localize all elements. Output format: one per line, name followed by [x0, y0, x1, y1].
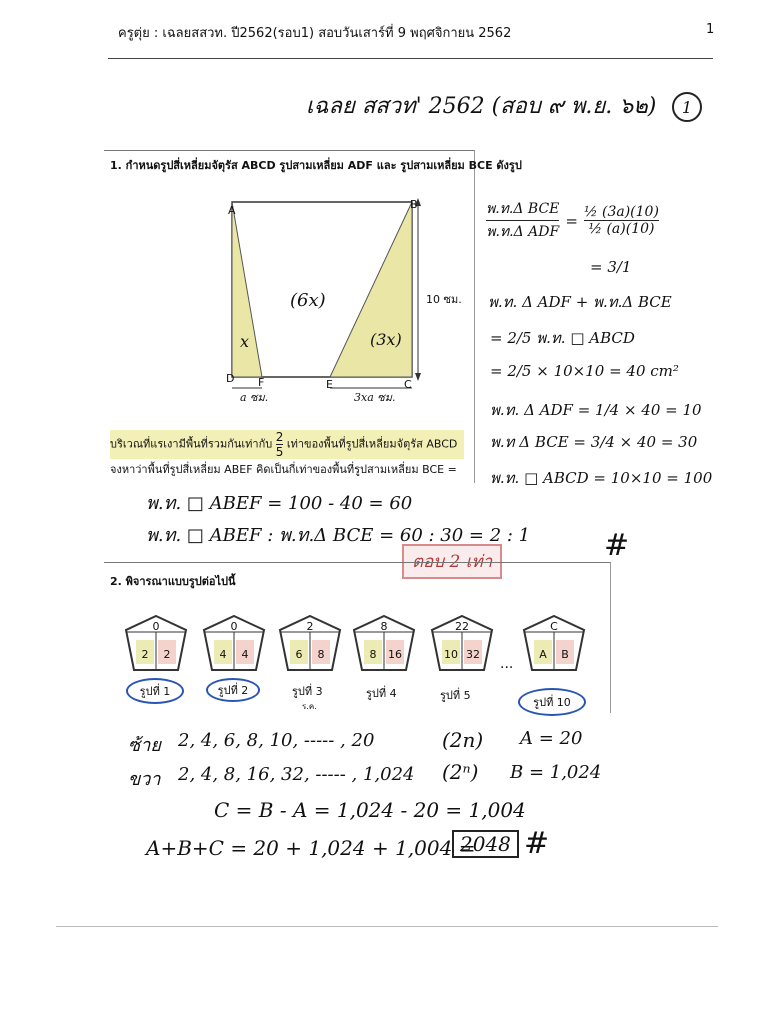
fig2-label: รูปที่ 2	[206, 678, 260, 702]
fig4-top: 8	[380, 620, 388, 633]
fig1-right: 2	[163, 648, 171, 661]
handwritten-title: เฉลย สสวท' 2562 (สอบ ๙ พ.ย. ๖๒)	[306, 94, 657, 119]
q2-left-result: A = 20	[520, 728, 583, 749]
footer-divider	[56, 926, 718, 927]
fig4-right: 16	[388, 648, 402, 661]
q1-work-line9: พ.ท. □ ABEF = 100 - 40 = 60	[146, 493, 413, 514]
fig1-label: รูปที่ 1	[126, 678, 184, 704]
q2-answer-box: 2048	[452, 830, 519, 858]
fig10-label: รูปที่ 10	[518, 688, 586, 716]
q1-end-mark: #	[604, 528, 630, 563]
page-number: 1	[706, 22, 715, 37]
fig3-label: รูปที่ 3	[292, 685, 323, 698]
q2-sum-calc: A+B+C = 20 + 1,024 + 1,004 =	[146, 836, 476, 860]
q1-label-a: A	[228, 204, 236, 217]
fig5-label: รูปที่ 5	[440, 689, 471, 702]
q1-work-line7: พ.ท Δ BCE = 3/4 × 40 = 30	[490, 433, 698, 451]
q2-right-result: B = 1,024	[510, 762, 602, 783]
fig10-right: B	[561, 648, 569, 661]
q1-work-line5: = 2/5 × 10×10 = 40 cm²	[490, 362, 679, 380]
fig4-label: รูปที่ 4	[366, 687, 397, 700]
q2-statement: 2. พิจารณาแบบรูปต่อไปนี้	[110, 575, 236, 588]
fig5-top: 22	[455, 620, 469, 633]
q2-end-mark: #	[524, 826, 550, 861]
header-divider	[108, 58, 713, 59]
q1-work-line3: พ.ท. Δ ADF + พ.ท.Δ BCE	[488, 293, 672, 311]
q1-condition	[110, 430, 464, 459]
page-header: ครูตุ่ย : เฉลยสสวท. ปี2562(รอบ1) สอบวันเสาร์ที่ 9 พฤศจิกายน 2562	[118, 26, 512, 41]
q1-work-line2: = 3/1	[590, 258, 632, 276]
q1-condition-b: เท่าของพื้นที่รูปสี่เหลี่ยมจัตุรัส ABCD	[286, 437, 458, 451]
q2-right-sequence: 2, 4, 8, 16, 32, ----- , 1,024	[178, 764, 415, 785]
fig3-top: 2	[306, 620, 314, 633]
fig4-left: 8	[369, 648, 377, 661]
q2-right-label: ขวา	[128, 769, 161, 790]
q1-condition-a: บริเวณที่แรเงามีพื้นที่รวมกันเท่ากับ	[110, 437, 273, 451]
q1-area-left: x	[240, 332, 250, 351]
q1-side-length: 10 ซม.	[426, 293, 462, 306]
q1-work-line6: พ.ท. Δ ADF = 1/4 × 40 = 10	[490, 401, 702, 419]
page-circle-number: 1	[672, 92, 702, 122]
q1-label-c: C	[404, 378, 412, 391]
q1-bottom-left: a ซม.	[240, 391, 269, 404]
fig2-right: 4	[241, 648, 249, 661]
q2-c-calc: C = B - A = 1,024 - 20 = 1,004	[214, 798, 526, 822]
q1-area-center: (6x)	[290, 290, 326, 311]
q1-area-right: (3x)	[370, 330, 402, 349]
q1-work-line10: พ.ท. □ ABEF : พ.ท.Δ BCE = 60 : 30 = 2 : 1	[146, 525, 531, 546]
fig3-right: 8	[317, 648, 325, 661]
q2-left-rule: (2n)	[442, 728, 484, 752]
fig2-top: 0	[230, 620, 238, 633]
q1-work-line4: = 2/5 พ.ท. □ ABCD	[490, 329, 635, 347]
q2-right-rule: (2ⁿ)	[442, 760, 479, 784]
fig5-right: 32	[466, 648, 480, 661]
q1-bottom-right: 3xa ซม.	[354, 391, 396, 404]
q1-answer-stamp: ตอบ 2 เท่า	[402, 544, 502, 579]
fig10-top: C	[550, 620, 558, 633]
fig1-top: 0	[152, 620, 160, 633]
fig3-left: 6	[295, 648, 303, 661]
pattern-ellipsis: ...	[500, 656, 514, 672]
q1-work-line1: $\frac{\text{พ.ท.Δ BCE}}{\text{พ.ท.Δ ADF}}$ = $\frac{\text{½ (3a)(10)}}{\text{½ (a)(10)}}$	[486, 198, 659, 243]
fig10-left: A	[539, 648, 547, 661]
q1-statement: 1. กำหนดรูปสี่เหลี่ยมจัตุรัส ABCD รูปสามเหลี่ยม ADF และ รูปสามเหลี่ยม BCE ดังรูป	[110, 159, 522, 172]
q1-question: จงหาว่าพื้นที่รูปสี่เหลี่ยม ABEF คิดเป็นกี่เท่าของพื้นที่รูปสามเหลี่ยม BCE =	[110, 463, 457, 476]
fig2-left: 4	[219, 648, 227, 661]
q1-label-d: D	[226, 372, 235, 385]
q1-fraction: $\frac{2}{5}$	[275, 430, 284, 459]
q1-label-f: F	[258, 376, 265, 389]
fig5-left: 10	[444, 648, 458, 661]
q2-left-label: ซ้าย	[128, 735, 161, 756]
q2-left-sequence: 2, 4, 6, 8, 10, ----- , 20	[178, 730, 375, 751]
fig1-left: 2	[141, 648, 149, 661]
q2-pattern-figures	[120, 612, 590, 674]
q1-work-line8: พ.ท. □ ABCD = 10×10 = 100	[490, 469, 713, 487]
q1-label-e: E	[326, 378, 333, 391]
small-note: ร.ค.	[302, 702, 317, 711]
q1-label-b: B	[410, 198, 418, 211]
